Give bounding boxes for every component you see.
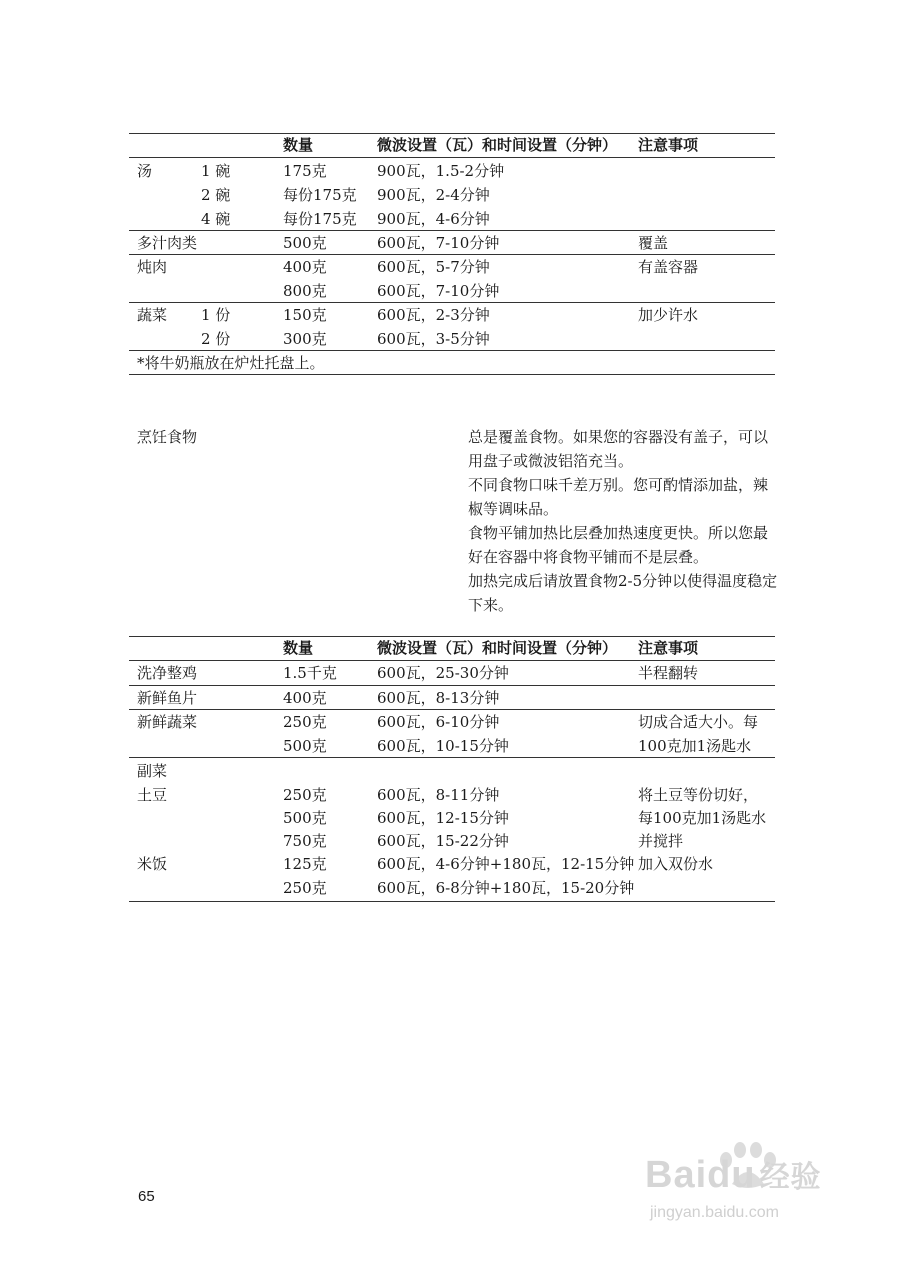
row-setting: 600瓦，15-22分钟 <box>377 832 509 850</box>
row-qty: 150克 <box>283 306 327 324</box>
row-setting: 600瓦，10-15分钟 <box>377 737 509 755</box>
tip-paragraph: 总是覆盖食物。如果您的容器没有盖子，可以用盘子或微波铝箔充当。 <box>468 428 769 470</box>
row-setting: 600瓦，6-8分钟+180瓦，15-20分钟 <box>377 879 635 897</box>
table-rule <box>129 660 775 661</box>
col-header-qty: 数量 <box>283 639 314 657</box>
table-rule <box>129 157 775 158</box>
row-setting: 600瓦，5-7分钟 <box>377 258 490 276</box>
row-setting: 900瓦，1.5-2分钟 <box>377 162 505 180</box>
row-setting: 600瓦，25-30分钟 <box>377 664 509 682</box>
row-setting: 600瓦，7-10分钟 <box>377 234 500 252</box>
row-qty: 250克 <box>283 786 327 804</box>
row-qty: 300克 <box>283 330 327 348</box>
table-1 <box>129 133 775 378</box>
row-portion: 1 碗 <box>201 162 231 180</box>
section-title: 烹饪食物 <box>137 428 198 446</box>
row-qty: 400克 <box>283 689 327 707</box>
row-item: 新鲜鱼片 <box>137 689 198 707</box>
row-qty: 175克 <box>283 162 327 180</box>
row-setting: 600瓦，7-10分钟 <box>377 282 500 300</box>
tip-paragraph: 不同食物口味千差万别。您可酌情添加盐，辣椒等调味品。 <box>468 476 769 518</box>
row-qty: 250克 <box>283 713 327 731</box>
row-qty: 750克 <box>283 832 327 850</box>
col-header-notes: 注意事项 <box>638 639 699 657</box>
col-header-setting: 微波设置（瓦）和时间设置（分钟） <box>377 639 618 657</box>
table-2 <box>129 636 775 906</box>
row-portion: 2 碗 <box>201 186 231 204</box>
table-rule <box>129 757 775 758</box>
row-notes: 100克加1汤匙水 <box>638 737 752 755</box>
table-rule <box>129 374 775 375</box>
row-notes: 将土豆等份切好， <box>638 786 759 804</box>
row-qty: 400克 <box>283 258 327 276</box>
row-qty: 1.5千克 <box>283 664 337 682</box>
table-rule <box>129 254 775 255</box>
row-qty: 800克 <box>283 282 327 300</box>
cooking-tips <box>468 425 778 617</box>
row-setting: 600瓦，8-13分钟 <box>377 689 500 707</box>
row-item: 多汁肉类 <box>137 234 198 252</box>
row-item: 汤 <box>137 162 153 180</box>
watermark-logo: Baidu 经验 <box>645 1154 822 1196</box>
row-qty: 500克 <box>283 809 327 827</box>
baidu-watermark <box>640 1140 850 1240</box>
row-notes: 覆盖 <box>638 234 669 252</box>
row-qty: 500克 <box>283 737 327 755</box>
table-rule <box>129 685 775 686</box>
row-item: 副菜 <box>137 762 168 780</box>
watermark-url: jingyan.baidu.com <box>650 1204 779 1221</box>
row-item: 土豆 <box>137 786 168 804</box>
row-notes: 半程翻转 <box>638 664 699 682</box>
row-notes: 有盖容器 <box>638 258 699 276</box>
row-qty: 每份175克 <box>283 186 357 204</box>
table-rule <box>129 901 775 902</box>
row-setting: 600瓦，3-5分钟 <box>377 330 490 348</box>
table-rule <box>129 709 775 710</box>
row-item: 洗净整鸡 <box>137 664 198 682</box>
row-setting: 600瓦，6-10分钟 <box>377 713 500 731</box>
row-setting: 600瓦，8-11分钟 <box>377 786 500 804</box>
row-item: 炖肉 <box>137 258 168 276</box>
row-setting: 600瓦，4-6分钟+180瓦，12-15分钟 <box>377 855 635 873</box>
col-header-notes: 注意事项 <box>638 136 699 154</box>
row-portion: 1 份 <box>201 306 231 324</box>
row-notes: 加入双份水 <box>638 855 714 873</box>
row-notes: 每100克加1汤匙水 <box>638 809 767 827</box>
col-header-setting: 微波设置（瓦）和时间设置（分钟） <box>377 136 618 154</box>
col-header-qty: 数量 <box>283 136 314 154</box>
row-setting: 900瓦，4-6分钟 <box>377 210 490 228</box>
row-qty: 250克 <box>283 879 327 897</box>
row-item: 蔬菜 <box>137 306 168 324</box>
row-portion: 4 碗 <box>201 210 231 228</box>
row-portion: 2 份 <box>201 330 231 348</box>
row-qty: 每份175克 <box>283 210 357 228</box>
row-notes: 并搅拌 <box>638 832 684 850</box>
row-notes: 切成合适大小。每 <box>638 713 759 731</box>
table-footnote: *将牛奶瓶放在炉灶托盘上。 <box>137 354 325 372</box>
row-setting: 600瓦，2-3分钟 <box>377 306 490 324</box>
row-qty: 500克 <box>283 234 327 252</box>
row-setting: 600瓦，12-15分钟 <box>377 809 509 827</box>
row-item: 米饭 <box>137 855 168 873</box>
row-item: 新鲜蔬菜 <box>137 713 198 731</box>
row-qty: 125克 <box>283 855 327 873</box>
row-setting: 900瓦，2-4分钟 <box>377 186 490 204</box>
table-rule <box>129 302 775 303</box>
row-notes: 加少许水 <box>638 306 699 324</box>
table-rule <box>129 350 775 351</box>
tip-paragraph: 加热完成后请放置食物2-5分钟以使得温度稳定下来。 <box>468 572 778 614</box>
table-rule <box>129 230 775 231</box>
tip-paragraph: 食物平铺加热比层叠加热速度更快。所以您最好在容器中将食物平铺而不是层叠。 <box>468 524 769 566</box>
page-number: 65 <box>138 1188 155 1205</box>
